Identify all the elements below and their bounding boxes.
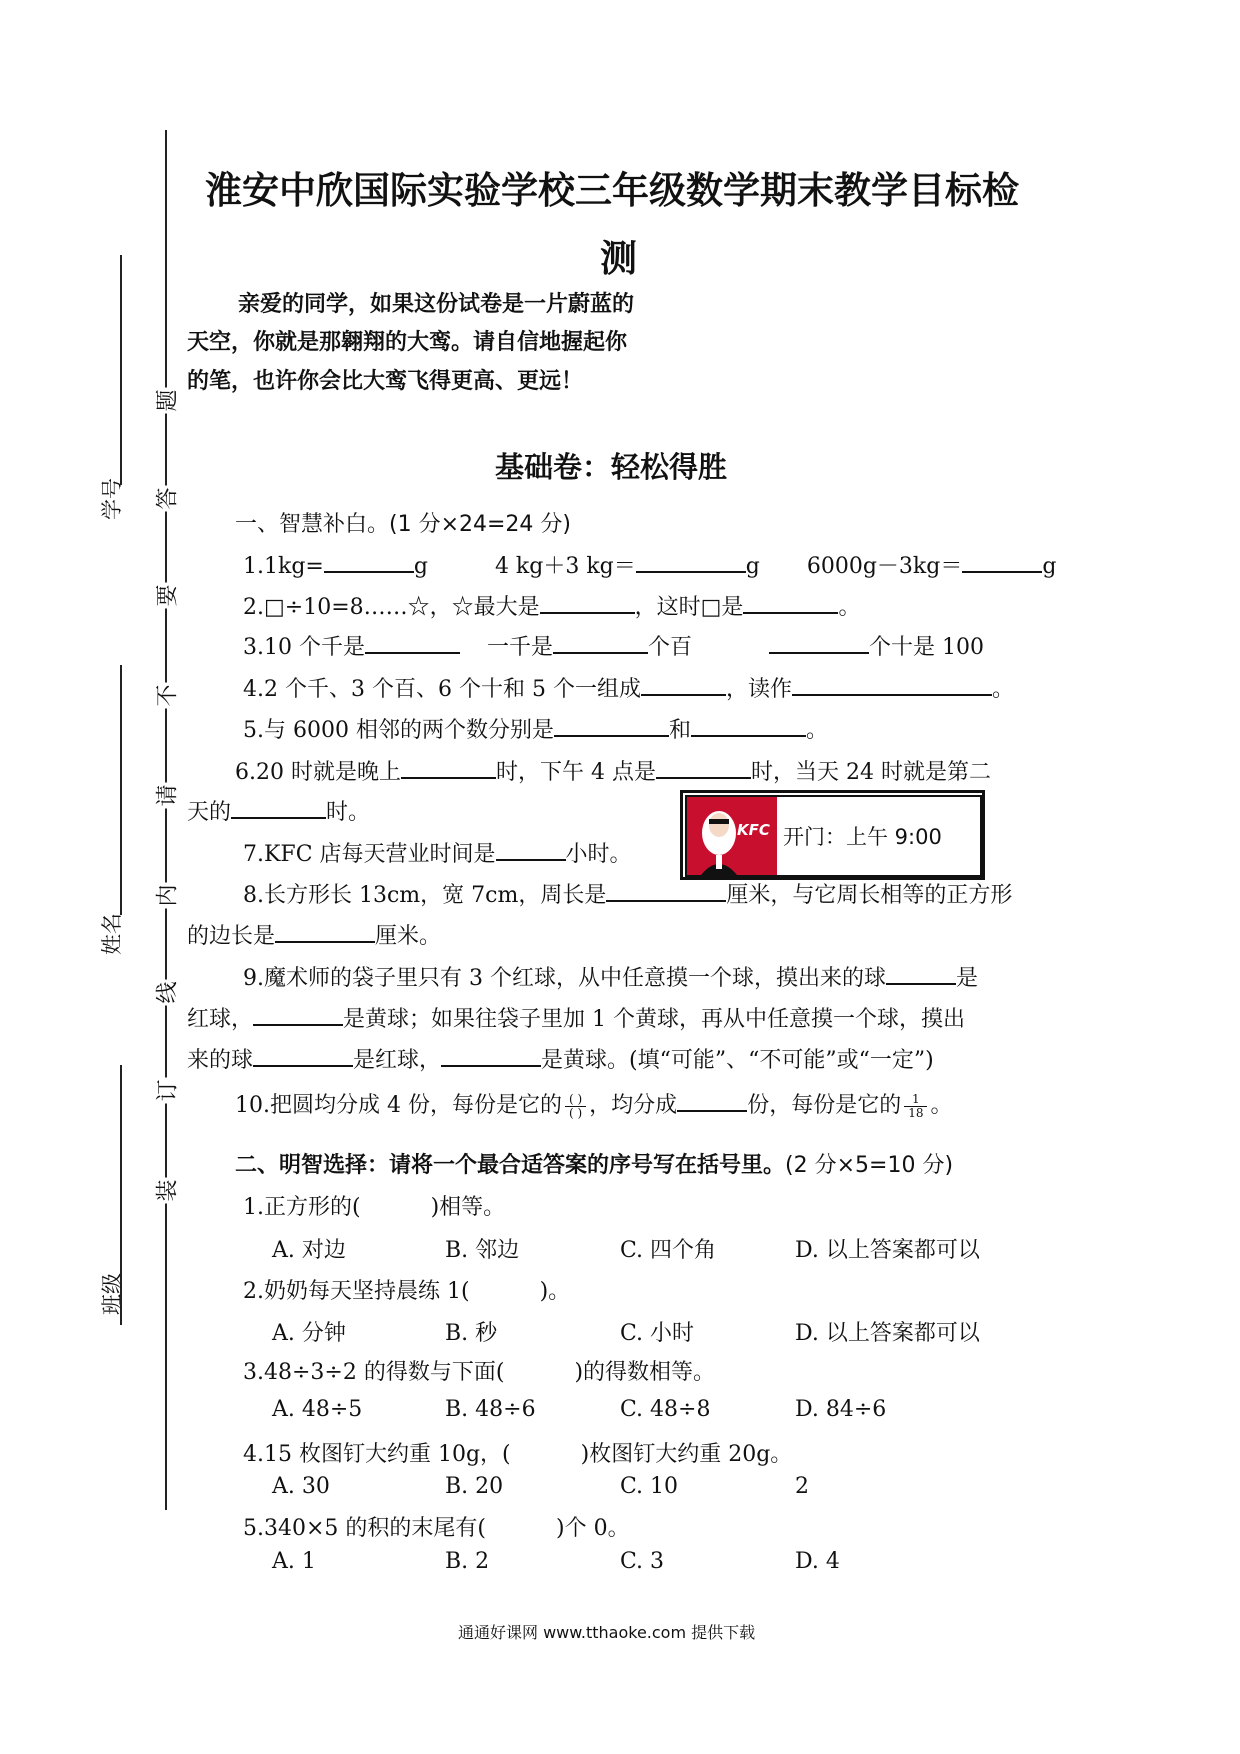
answer-blank[interactable] bbox=[441, 1045, 541, 1067]
seal-line bbox=[165, 130, 167, 1510]
answer-blank[interactable] bbox=[656, 757, 751, 779]
answer-blank[interactable] bbox=[962, 551, 1042, 573]
answer-blank[interactable] bbox=[641, 674, 726, 696]
option[interactable]: A. 分钟 bbox=[272, 1321, 346, 1346]
seal-char: 要 bbox=[151, 583, 182, 609]
field-name: 姓名 bbox=[100, 913, 124, 955]
option[interactable]: B. 20 bbox=[445, 1474, 504, 1499]
answer-blank[interactable] bbox=[496, 839, 566, 861]
question-1-4: 4.2 个千、3 个百、6 个十和 5 个一组成 ，读作 。 bbox=[243, 672, 1014, 703]
option[interactable]: A. 1 bbox=[272, 1549, 316, 1574]
choice-question-2: 2.奶奶每天坚持晨练 1( )。 bbox=[243, 1279, 571, 1304]
option[interactable]: C. 小时 bbox=[620, 1321, 695, 1346]
seal-char: 线 bbox=[151, 980, 182, 1006]
option[interactable]: B. 2 bbox=[445, 1549, 490, 1574]
section-subtitle: 基础卷：轻松得胜 bbox=[495, 450, 728, 484]
choice-question-3: 3.48÷3÷2 的得数与下面( )的得数相等。 bbox=[243, 1360, 716, 1385]
answer-blank[interactable] bbox=[253, 1045, 353, 1067]
question-1-3: 3.10 个千是 一千是 个百 个十是 100 bbox=[243, 630, 984, 661]
kfc-hours: 开门：上午 9:00 bbox=[783, 825, 942, 849]
kfc-sign bbox=[680, 790, 985, 880]
option[interactable]: C. 3 bbox=[620, 1549, 665, 1574]
choice-question-5: 5.340×5 的积的末尾有( )个 0。 bbox=[243, 1516, 630, 1541]
fraction-blank[interactable]: $\frac{( )}{( )}$ bbox=[565, 1093, 586, 1120]
intro-line: 的笔，也许你会比大鸾飞得更高、更远！ bbox=[187, 369, 584, 394]
answer-blank[interactable] bbox=[743, 592, 838, 614]
answer-blank[interactable] bbox=[769, 632, 869, 654]
seal-char: 装 bbox=[151, 1178, 182, 1204]
answer-blank[interactable] bbox=[324, 551, 414, 573]
question-1-6: 6.20 时就是晚上 时，下午 4 点是 时，当天 24 时就是第二 bbox=[235, 755, 991, 786]
seal-char: 请 bbox=[151, 783, 182, 809]
section2-heading: 二、明智选择：请将一个最合适答案的序号写在括号里。(2 分×5=10 分) bbox=[235, 1153, 954, 1178]
option[interactable]: B. 秒 bbox=[445, 1321, 498, 1346]
answer-blank[interactable] bbox=[886, 963, 956, 985]
seal-char: 不 bbox=[151, 683, 182, 709]
answer-blank[interactable] bbox=[553, 632, 648, 654]
choice-question-4: 4.15 枚图钉大约重 10g，( )枚图钉大约重 20g。 bbox=[243, 1442, 793, 1467]
option[interactable]: A. 30 bbox=[272, 1474, 330, 1499]
option[interactable]: D. 以上答案都可以 bbox=[795, 1321, 980, 1346]
question-1-8: 8.长方形长 13cm，宽 7cm，周长是 厘米，与它周长相等的正方形 bbox=[243, 878, 1012, 909]
answer-blank[interactable] bbox=[554, 715, 669, 737]
seal-char: 订 bbox=[151, 1078, 182, 1104]
option[interactable]: B. 邻边 bbox=[445, 1238, 520, 1263]
page-footer: 通通好课网 www.tthaoke.com 提供下载 bbox=[458, 1623, 756, 1642]
answer-blank[interactable] bbox=[253, 1004, 343, 1026]
intro-line: 亲爱的同学，如果这份试卷是一片蔚蓝的 bbox=[238, 292, 635, 317]
question-1-9: 9.魔术师的袋子里只有 3 个红球，从中任意摸一个球，摸出来的球 是 bbox=[243, 961, 978, 992]
answer-blank[interactable] bbox=[606, 880, 726, 902]
option[interactable]: C. 四个角 bbox=[620, 1238, 717, 1263]
student-id-underline bbox=[120, 255, 122, 485]
seal-char: 答 bbox=[151, 486, 182, 512]
seal-char: 内 bbox=[151, 883, 182, 909]
question-1-6-cont: 天的 时。 bbox=[187, 795, 370, 826]
fraction: $\frac{1}{18}$ bbox=[904, 1093, 927, 1120]
choice-question-1: 1.正方形的( )相等。 bbox=[243, 1195, 506, 1220]
option[interactable]: D. 4 bbox=[795, 1549, 840, 1574]
page-title: 淮安中欣国际实验学校三年级数学期末教学目标检 bbox=[205, 169, 1019, 212]
field-student-id: 学号 bbox=[100, 478, 124, 520]
field-class: 班级 bbox=[100, 1273, 124, 1315]
option[interactable]: A. 对边 bbox=[272, 1238, 346, 1263]
answer-blank[interactable] bbox=[365, 632, 460, 654]
name-underline bbox=[120, 665, 122, 915]
section1-heading: 一、智慧补白。(1 分×24=24 分) bbox=[235, 512, 572, 537]
kfc-logo-text: KFC bbox=[737, 821, 770, 839]
answer-blank[interactable] bbox=[275, 921, 375, 943]
question-1-1: 1.1kg= g 4 kg＋3 kg＝ g 6000g－3kg＝ g bbox=[243, 549, 1056, 580]
question-1-5: 5.与 6000 相邻的两个数分别是 和 。 bbox=[243, 713, 828, 744]
intro-line: 天空，你就是那翱翔的大鸾。请自信地握起你 bbox=[187, 330, 628, 355]
seal-char: 题 bbox=[151, 388, 182, 414]
option[interactable]: B. 48÷6 bbox=[445, 1397, 536, 1422]
answer-blank[interactable] bbox=[231, 797, 326, 819]
page-title-cont: 测 bbox=[600, 237, 637, 280]
option[interactable]: 2 bbox=[795, 1474, 809, 1499]
question-1-9-cont2: 来的球 是红球， 是黄球。(填“可能”、“不可能”或“一定”) bbox=[187, 1043, 934, 1074]
question-1-9-cont: 红球， 是黄球；如果往袋子里加 1 个黄球，再从中任意摸一个球，摸出 bbox=[187, 1002, 965, 1033]
answer-blank[interactable] bbox=[691, 715, 806, 737]
option[interactable]: D. 以上答案都可以 bbox=[795, 1238, 980, 1263]
option[interactable]: A. 48÷5 bbox=[272, 1397, 363, 1422]
question-1-7: 7.KFC 店每天营业时间是 小时。 bbox=[243, 837, 632, 868]
option[interactable]: C. 48÷8 bbox=[620, 1397, 711, 1422]
kfc-logo bbox=[687, 797, 777, 875]
answer-blank[interactable] bbox=[636, 551, 746, 573]
answer-blank[interactable] bbox=[792, 674, 992, 696]
question-1-2: 2.□÷10=8……☆，☆最大是 ，这时□是 。 bbox=[243, 590, 860, 621]
answer-blank[interactable] bbox=[401, 757, 496, 779]
option[interactable]: D. 84÷6 bbox=[795, 1397, 887, 1422]
question-1-8-cont: 的边长是 厘米。 bbox=[187, 919, 441, 950]
answer-blank[interactable] bbox=[677, 1090, 747, 1112]
question-1-10: 10.把圆均分成 4 份，每份是它的 $\frac{( )}{( )}$ ，均分成 份，每份是它的 $\frac{1}{18}$ 。 bbox=[235, 1091, 953, 1120]
answer-blank[interactable] bbox=[540, 592, 635, 614]
option[interactable]: C. 10 bbox=[620, 1474, 679, 1499]
